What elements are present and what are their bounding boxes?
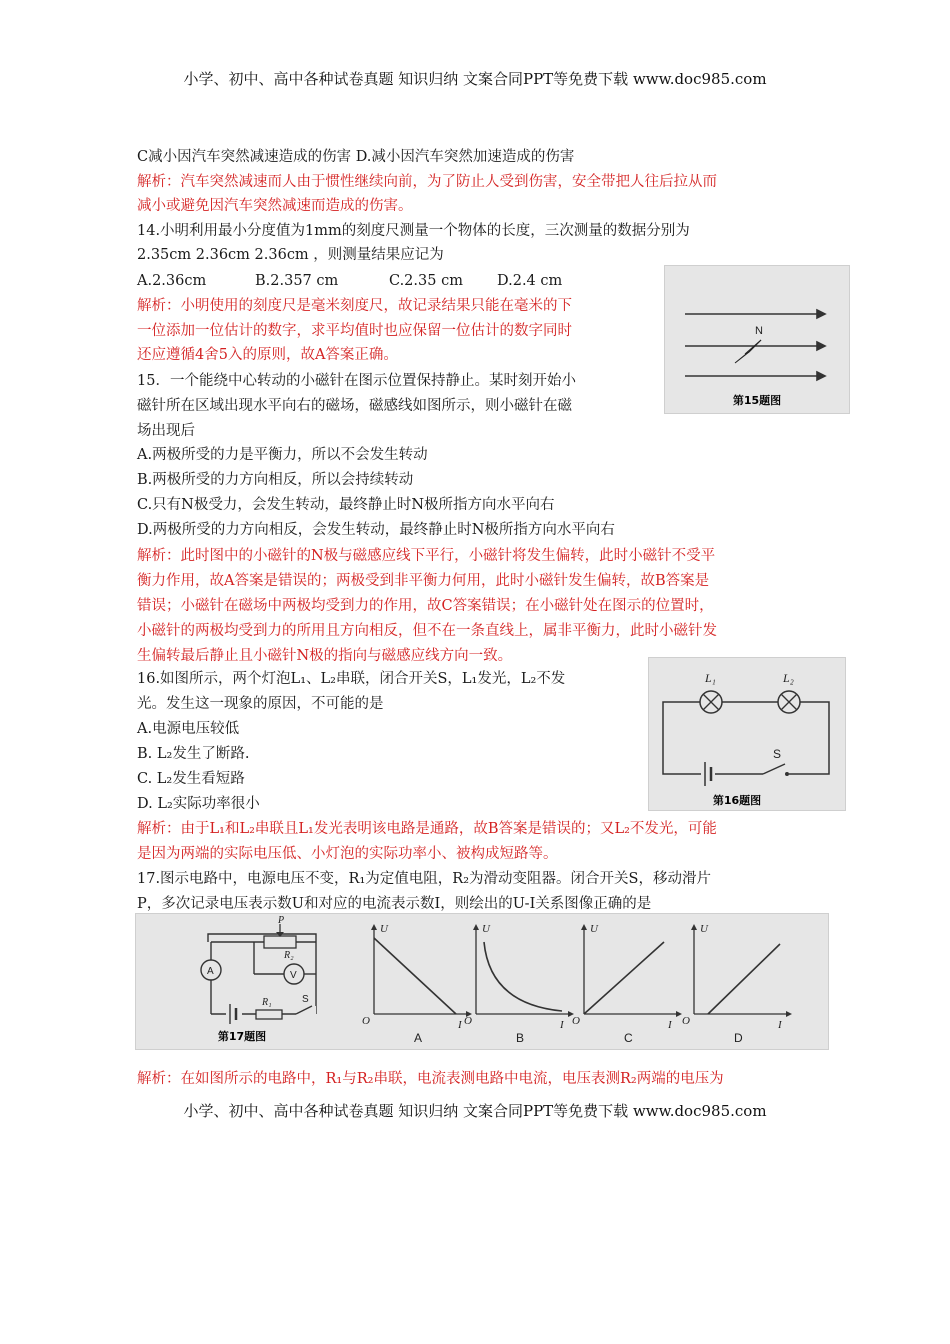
graph-d-label: D (734, 1031, 743, 1045)
ammeter-label: A (207, 966, 214, 977)
q13-analysis-line: 解析：汽车突然减速而人由于惯性继续向前，为了防止人受到伤害，安全带把人往后拉从而 (137, 174, 717, 190)
q15-stem: 磁针所在区域出现水平向右的磁场，磁感线如图所示，则小磁针在磁 (137, 398, 572, 414)
axis-u-label: U (482, 923, 490, 935)
axis-i-label: I (458, 1019, 462, 1031)
graph-a (362, 923, 472, 1045)
q13-options: C减小因汽车突然减速造成的伤害 D.减小因汽车突然加速造成的伤害 (137, 149, 575, 165)
q17-stem: 17.图示电路中，电源电压不变，R₁为定值电阻，R₂为滑动变阻器。闭合开关S，移动滑片 (137, 871, 711, 887)
q15-analysis-line: 衡力作用，故A答案是错误的；两极受到非平衡力何用，此时小磁针发生偏转，故B答案是 (137, 573, 710, 589)
q16-analysis-line: 解析：由于L₁和L₂串联且L₁发光表明该电路是通路，故B答案是错误的；又L₂不发光，可能 (137, 821, 717, 837)
l1-label: L₁ (705, 671, 716, 685)
magnetic-field-diagram (665, 266, 849, 413)
slider-p-label: P (278, 915, 285, 926)
q16-analysis-line: 是因为两端的实际电压低、小灯泡的实际功率小、被构成短路等。 (137, 846, 558, 862)
q14-stem: 14.小明利用最小分度值为1mm的刻度尺测量一个物体的长度，三次测量的数据分别为 (137, 223, 690, 239)
page-footer: 小学、初中、高中各种试卷真题 知识归纳 文案合同PPT等免费下载 www.doc985.com (183, 1102, 767, 1120)
q15-option-a: A.两极所受的力是平衡力，所以不会发生转动 (137, 447, 428, 463)
q17-analysis-line: 解析：在如图所示的电路中，R₁与R₂串联，电流表测电路中电流，电压表测R₂两端的电压为 (137, 1071, 724, 1087)
graph-a-line (374, 938, 456, 1014)
axis-i-label: I (560, 1019, 564, 1031)
graph-a-label: A (414, 1031, 423, 1045)
q14-option-a: A.2.36cm (137, 273, 207, 289)
q17-stem: P，多次记录电压表示数U和对应的电流表示数I，则绘出的U-I关系图像正确的是 (137, 896, 652, 912)
rheostat-r2-icon (264, 936, 296, 948)
q15-analysis-line: 解析：此时图中的小磁针的N极与磁感应线下平行，小磁针将发生偏转，此时小磁针不受平 (137, 548, 716, 564)
switch-label: S (302, 994, 309, 1005)
graph-d (682, 923, 792, 1045)
q15-option-b: B.两极所受的力方向相反，所以会持续转动 (137, 472, 414, 488)
q14-options (137, 270, 562, 292)
q14-option-d: D.2.4 cm (497, 273, 563, 289)
origin-label: O (362, 1015, 370, 1027)
voltmeter-label: V (290, 970, 297, 981)
origin-label: O (464, 1015, 472, 1027)
graph-c (572, 923, 682, 1045)
l2-label: L₂ (783, 671, 794, 685)
graph-b-curve (484, 942, 562, 1011)
graph-b-label: B (516, 1031, 525, 1045)
q16-stem: 光。发生这一现象的原因，不可能的是 (137, 696, 384, 712)
q16-option-c: C. L₂发生看短路 (137, 771, 245, 787)
q17-figure-caption: 第17题图 (217, 1030, 267, 1043)
q15-option-d: D.两极所受的力方向相反，会发生转动，最终静止时N极所指方向水平向右 (137, 522, 615, 538)
q15-analysis-line: 错误；小磁针在磁场中两极均受到力的作用，故C答案错误；在小磁针处在图示的位置时， (137, 598, 714, 614)
q16-option-d: D. L₂实际功率很小 (137, 796, 260, 812)
q14-stem: 2.35cm 2.36cm 2.36cm ，则测量结果应记为 (137, 247, 444, 263)
axis-u-label: U (700, 923, 708, 935)
page-header: 小学、初中、高中各种试卷真题 知识归纳 文案合同PPT等免费下载 www.doc985.com (183, 70, 767, 88)
q15-analysis-line: 生偏转最后静止且小磁针N极的指向与磁感应线方向一致。 (137, 648, 513, 664)
graph-d-line (708, 944, 780, 1014)
r1-label: R₁ (262, 997, 272, 1008)
n-pole-label: N (755, 325, 763, 337)
q16-figure (648, 657, 846, 811)
q14-option-c: C.2.35 cm (389, 273, 463, 289)
graph-b (464, 923, 574, 1045)
q15-stem: 15．一个能绕中心转动的小磁针在图示位置保持静止。某时刻开始小 (137, 373, 576, 389)
q13-analysis-line: 减小或避免因汽车突然减速而造成的伤害。 (137, 198, 413, 214)
series-bulb-circuit (649, 658, 845, 810)
q15-figure (664, 265, 850, 414)
origin-label: O (572, 1015, 580, 1027)
q15-option-c: C.只有N极受力，会发生转动，最终静止时N极所指方向水平向右 (137, 497, 555, 513)
q16-option-b: B. L₂发生了断路. (137, 746, 250, 762)
ui-graph-diagram (136, 914, 828, 1049)
q15-figure-caption: 第15题图 (732, 394, 782, 407)
axis-i-label: I (778, 1019, 782, 1031)
q16-figure-caption: 第16题图 (712, 794, 762, 807)
r2-label: R₂ (284, 950, 294, 961)
axis-i-label: I (668, 1019, 672, 1031)
q14-analysis-line: 还应遵循4舍5入的原则，故A答案正确。 (137, 347, 398, 363)
graph-c-line (584, 942, 664, 1014)
q14-analysis-line: 一位添加一位估计的数字，求平均值时也应保留一位估计的数字同时 (137, 323, 572, 339)
axis-u-label: U (590, 923, 598, 935)
q14-analysis-line: 解析：小明使用的刻度尺是毫米刻度尺，故记录结果只能在毫米的下 (137, 298, 572, 314)
graph-c-label: C (624, 1031, 633, 1045)
resistor-r1-icon (256, 1010, 282, 1019)
axis-u-label: U (380, 923, 388, 935)
q16-option-a: A.电源电压较低 (137, 721, 240, 737)
q17-figure (135, 913, 829, 1050)
q15-stem: 场出现后 (137, 423, 195, 439)
q14-option-b: B.2.357 cm (255, 273, 339, 289)
q16-stem: 16.如图所示，两个灯泡L₁、L₂串联，闭合开关S，L₁发光，L₂不发 (137, 671, 566, 687)
origin-label: O (682, 1015, 690, 1027)
switch-label: S (773, 747, 782, 761)
q15-analysis-line: 小磁针的两极均受到力的所用且方向相反，但不在一条直线上，属非平衡力，此时小磁针发 (137, 623, 717, 639)
